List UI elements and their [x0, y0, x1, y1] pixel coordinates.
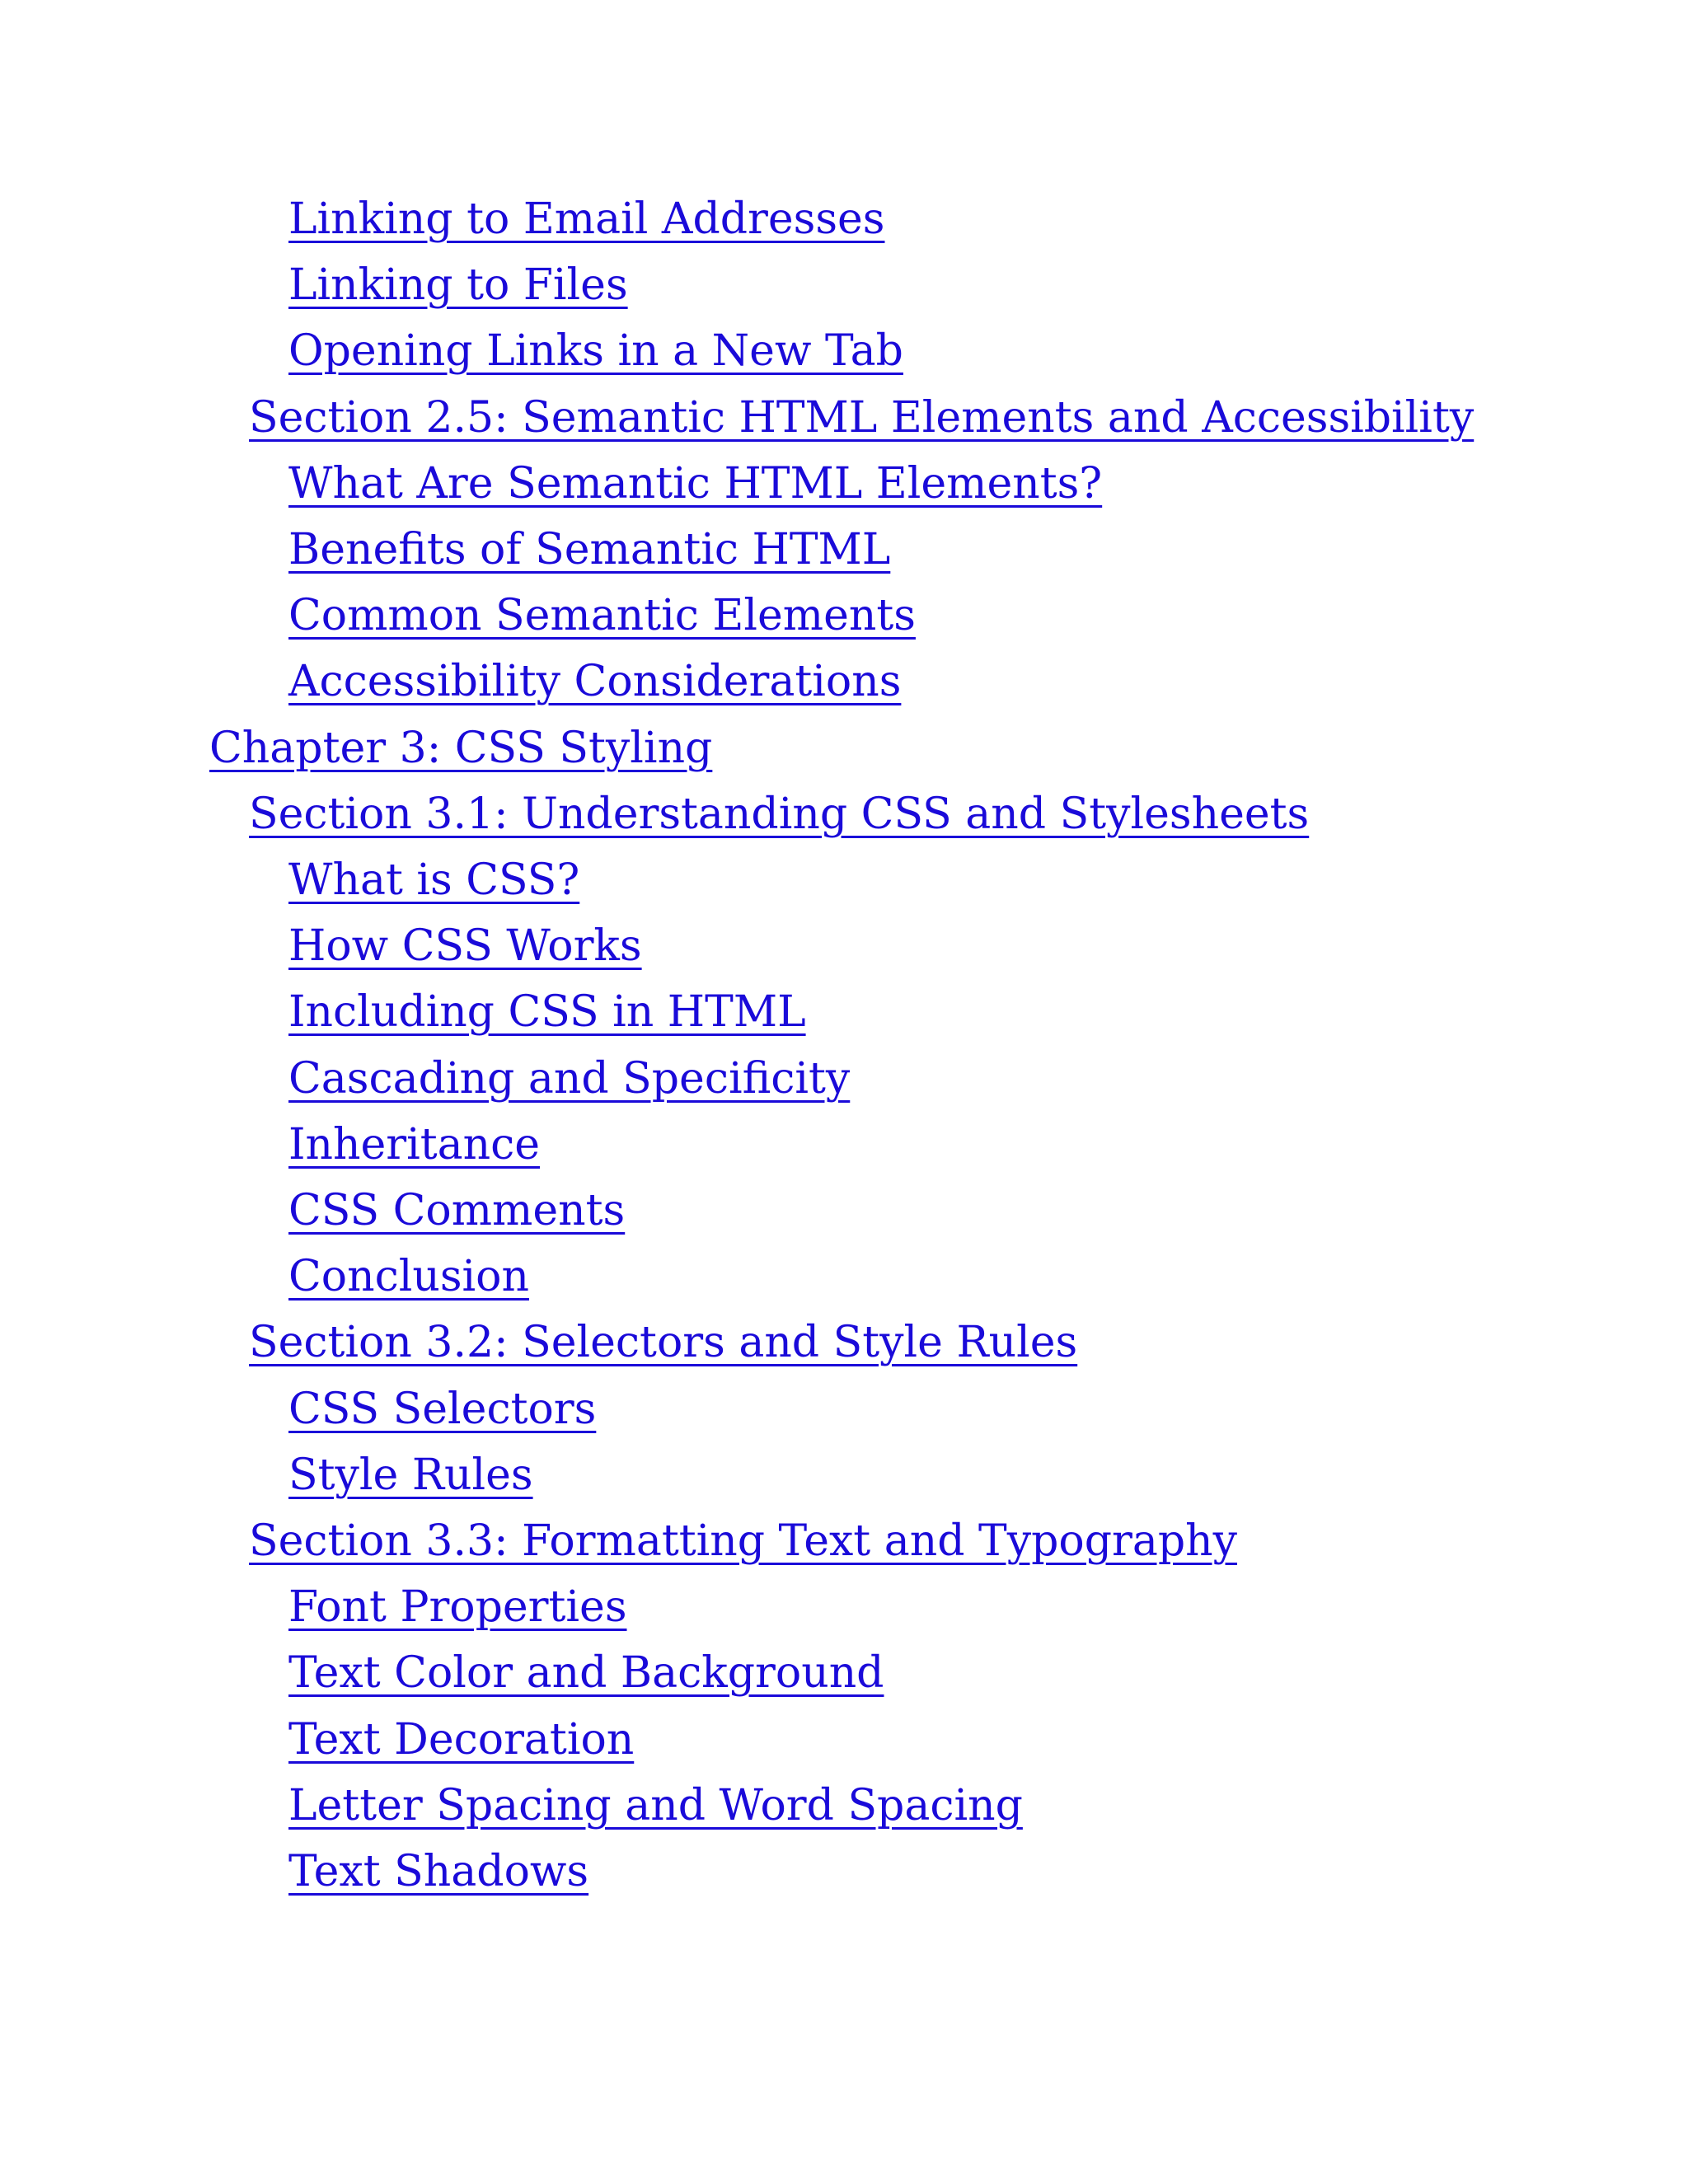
toc-item [288, 979, 806, 1045]
toc-link[interactable]: CSS Comments [288, 1186, 626, 1235]
toc-item [288, 517, 890, 583]
toc-item [288, 318, 903, 384]
toc-link[interactable]: Linking to Files [288, 260, 628, 310]
toc-item [288, 1707, 634, 1773]
toc-link[interactable]: Font Properties [288, 1582, 627, 1632]
toc-item [249, 781, 1309, 847]
toc-item [288, 1376, 596, 1442]
toc-link[interactable]: Section 2.5: Semantic HTML Elements and Accessibility [249, 393, 1475, 443]
toc-item [288, 1773, 1023, 1839]
toc-item [288, 583, 916, 649]
toc-link[interactable]: Inheritance [288, 1120, 541, 1169]
toc-item [288, 451, 1102, 517]
toc-link[interactable]: Section 3.1: Understanding CSS and Stylesheets [249, 790, 1310, 839]
toc-item [288, 847, 579, 913]
toc-link[interactable]: How CSS Works [288, 921, 642, 971]
toc-link[interactable]: Opening Links in a New Tab [288, 326, 903, 376]
toc-link[interactable]: CSS Selectors [288, 1385, 597, 1434]
toc-link[interactable]: Conclusion [288, 1252, 529, 1301]
toc-link[interactable]: Section 3.2: Selectors and Style Rules [249, 1318, 1078, 1367]
toc-link[interactable]: Letter Spacing and Word Spacing [288, 1781, 1023, 1830]
toc-item [288, 1574, 627, 1640]
toc-item [288, 1178, 625, 1244]
toc-item [288, 913, 642, 979]
toc-link[interactable]: Accessibility Considerations [288, 657, 902, 706]
toc-link[interactable]: Text Color and Background [288, 1648, 884, 1698]
toc-item [288, 649, 901, 715]
toc-item [288, 1244, 529, 1310]
toc-item [288, 186, 884, 252]
toc-link[interactable]: Text Shadows [288, 1847, 589, 1896]
toc-link[interactable]: Linking to Email Addresses [288, 194, 885, 244]
toc-link[interactable]: Section 3.3: Formatting Text and Typography [249, 1516, 1237, 1566]
toc-link[interactable]: What Are Semantic HTML Elements? [288, 459, 1103, 509]
toc-link[interactable]: Style Rules [288, 1451, 533, 1500]
toc-item [249, 385, 1474, 451]
toc-item [288, 1046, 850, 1112]
toc-item [249, 1310, 1077, 1376]
toc-link[interactable]: Chapter 3: CSS Styling [209, 724, 713, 773]
toc-item [288, 1442, 533, 1508]
toc-link[interactable]: Cascading and Specificity [288, 1054, 851, 1104]
toc-item [209, 715, 712, 781]
toc-item [288, 1839, 588, 1905]
toc-item [288, 1640, 884, 1706]
toc-link[interactable]: Benefits of Semantic HTML [288, 525, 891, 574]
toc-link[interactable]: What is CSS? [288, 855, 580, 905]
toc-item [288, 252, 628, 318]
toc-link[interactable]: Including CSS in HTML [288, 987, 806, 1037]
toc-item [288, 1112, 540, 1178]
toc-link[interactable]: Common Semantic Elements [288, 591, 916, 640]
toc-link[interactable]: Text Decoration [288, 1715, 635, 1765]
toc-item [249, 1508, 1237, 1574]
